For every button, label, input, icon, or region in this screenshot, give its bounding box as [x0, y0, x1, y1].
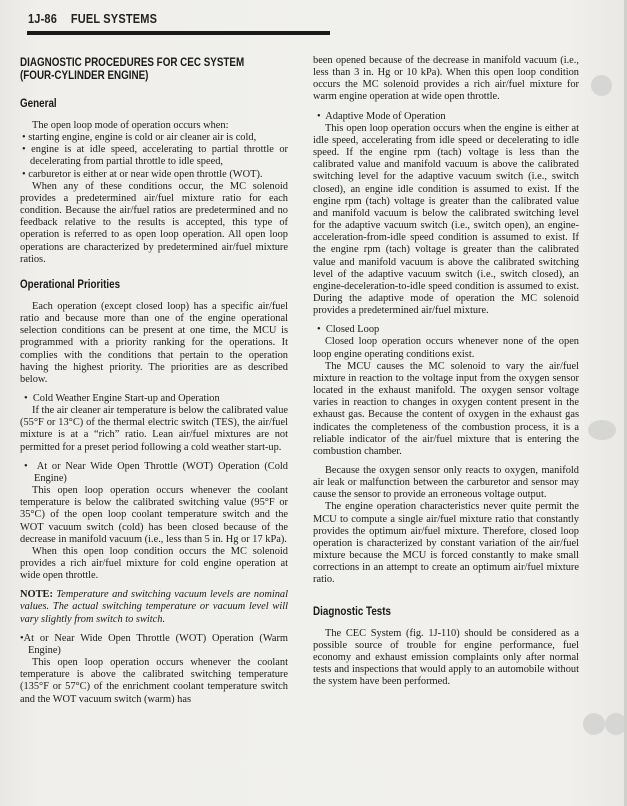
closed-loop-bullet — [313, 324, 579, 336]
bullet-text: At or Near Wide Open Throttle (WOT) Operation (Cold Engine) — [34, 460, 289, 484]
diagnostic-tests-text: The CEC System (fig. 1J-110) should be considered as a possible source of trouble for engine performance, fuel economy and exhaust emission complaints only after normal tests and inspections that would apply to an automobile without the system have been performed. — [313, 627, 579, 688]
closed-loop-text1: Closed loop operation occurs whenever none of the open loop engine operating conditions exist. — [313, 336, 579, 360]
bullet-icon: • — [317, 110, 321, 122]
note-label: NOTE: — [20, 589, 53, 601]
cold-weather-text: If the air cleaner air temperature is below the calibrated value (55°F or 13°C) of the thermal electric switch (TES), the air/fuel mixture is at a “rich” ratio. Lean air/fuel mixtures are not permitted for a preset period following a cold weather start-up. — [20, 405, 288, 453]
closed-loop-text2: The MCU causes the MC solenoid to vary the air/fuel mixture in reaction to the voltage input from the oxygen sensor located in the exhaust manifold. The oxygen sensor voltage varies in reaction to changes in oxygen content present in the exhaust gas. Because the content of oxygen in the exhaust gas indicates the completeness of the combustion process, it is a reliable indicator of the air/fuel mixture that is entering the combustion chamber. — [313, 360, 579, 457]
heading-operational-priorities: Operational Priorities — [20, 276, 121, 291]
general-bullet — [20, 132, 288, 144]
bullet-icon: • — [22, 132, 26, 144]
priorities-paragraph: Each operation (except closed loop) has a specific air/fuel ratio and because more than one of the engine operational selection conditions can be present at one time, the MCU is programmed with a priority ranking for the operations. It complies with the conditions that pertain to the operation having the highest priority. The priorities are as described below. — [20, 300, 288, 385]
right-column — [313, 55, 579, 688]
heading-general: General — [20, 96, 57, 110]
page-title-line2: (FOUR-CYLINDER ENGINE) — [20, 68, 149, 82]
bullet-text: At or Near Wide Open Throttle (WOT) Operation (Warm Engine) — [23, 632, 288, 656]
bullet-icon: • — [24, 460, 28, 472]
section-title: FUEL SYSTEMS — [70, 12, 158, 26]
bullet-text: carburetor is either at or near wide open throttle (WOT). — [28, 168, 263, 180]
bullet-icon: • — [24, 392, 28, 404]
page-title — [20, 56, 291, 82]
bullet-icon: • — [22, 144, 26, 156]
wot-cold-bullet — [20, 461, 288, 485]
bullet-text: Closed Loop — [325, 324, 380, 336]
continued-text: been opened because of the decrease in manifold vacuum (i.e., less than 3 in. Hg or 10 kPa). When this open loop condition occurs the MC solenoid provides a rich air/fuel mixture for warm engine operation at wide open throttle. — [313, 55, 579, 103]
punch-hole-icon — [588, 420, 616, 440]
general-bullet — [20, 169, 288, 181]
closed-loop-text3: Because the oxygen sensor only reacts to oxygen, manifold air leak or malfunction between the carburetor and sensor may cause the sensor to provide an erroneous voltage output. — [313, 465, 579, 501]
closed-loop-text4: The engine operation characteristics never quite permit the MCU to compute a single air/fuel mixture ratio that constantly provides the optimum air/fuel mixture. Therefore, closed loop operation is characterized by constant variation of the air/fuel mixture because the MCU is forced constantly to make small corrections in an attempt to create an optimum air/fuel mixture ratio. — [313, 501, 579, 586]
page-number: 1J-86 — [28, 12, 58, 26]
bullet-text: Cold Weather Engine Start-up and Operation — [32, 392, 220, 404]
general-paragraph: When any of these conditions occur, the MC solenoid provides a predetermined air/fuel mixture ratio for each condition. Because the air/fuel ratios are predetermined and no feedback relative to the results is accepted, this type of operation is referred to as open loop operation. All open loop operations are characterized by predetermined air/fuel mixture ratios. — [20, 180, 288, 265]
bullet-text: Adaptive Mode of Operation — [325, 110, 446, 122]
left-column — [20, 56, 288, 706]
general-bullet — [20, 144, 288, 168]
bullet-icon: • — [20, 632, 24, 644]
bullet-icon: • — [317, 324, 321, 336]
bullet-text: engine is at idle speed, accelerating to partial throttle or decelerating from partial throttle to idle speed, — [30, 144, 288, 168]
heading-diagnostic-tests: Diagnostic Tests — [313, 603, 392, 618]
bullet-icon: • — [22, 168, 26, 180]
header-rule — [27, 31, 330, 35]
running-header — [28, 12, 157, 26]
note — [20, 589, 288, 625]
adaptive-bullet — [313, 111, 579, 123]
wot-cold-text2: When this open loop condition occurs the MC solenoid provides a rich air/fuel mixture for cold engine operation at wide open throttle. — [20, 545, 288, 582]
adaptive-text: This open loop operation occurs when the engine is either at idle speed, accelerating from idle speed or decelerating to idle speed. If the engine rpm (tach) voltage is less than the calibrated value and manifold vacuum is above the calibrated switching level for the adaptive vacuum switch (i.e., switch closed), an engine idle condition is assumed to exist. If the engine rpm (tach) voltage is greater than the calibrated value and manifold vacuum is below the calibrated switching level for the adaptive vacuum switch (i.e., switch open), an engine-acceleration-from-idle speed condition is assumed to exist. If the engine rpm (tach) voltage is greater than the calibrated value and manifold vacuum is above the calibrated switching level of the adaptive vacuum switch (i.e., switch closed), an engine-deceleration-to-idle speed condition is assumed to exist. During the adaptive mode of operation the MC solenoid provides a predetermined air/fuel mixture. — [313, 122, 579, 317]
general-intro: The open loop mode of operation occurs when: — [32, 120, 229, 131]
punch-hole-icon — [583, 713, 605, 735]
punch-hole-icon — [591, 75, 612, 96]
note-text: Temperature and switching vacuum levels are nominal values. The actual switching temperature or vacuum level will vary slightly from switch to switch. — [20, 589, 288, 625]
cold-weather-bullet — [20, 393, 288, 405]
wot-warm-bullet — [20, 633, 288, 657]
wot-cold-text1: This open loop operation occurs whenever the coolant temperature is below the calibrated switching value (95°F or 35°C) of the open loop coolant temperature switch and the WOT vacuum switch (cold) has been closed because of the decrease in manifold vacuum (i.e., less than 5 in. Hg or 17 kPa). — [20, 485, 288, 545]
page-title-line1: DIAGNOSTIC PROCEDURES FOR CEC SYSTEM — [20, 55, 245, 69]
wot-warm-text: This open loop operation occurs whenever the coolant temperature is above the calibrated switching temperature (135°F or 57°C) of the enrichment coolant temperature switch and the WOT vacuum switch (warm) has — [20, 657, 288, 705]
bullet-text: starting engine, engine is cold or air cleaner air is cold, — [28, 132, 257, 144]
